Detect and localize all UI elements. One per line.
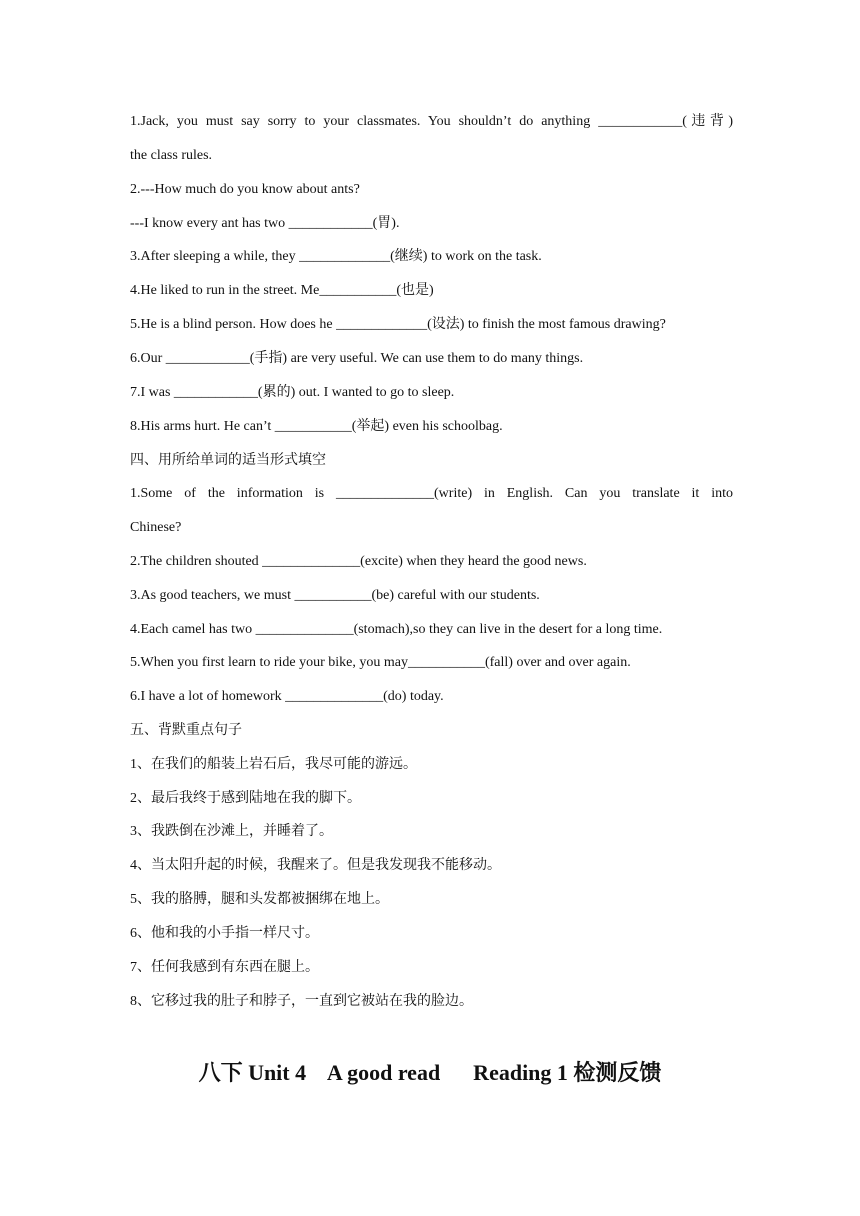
exercise-line-s4-1: 1.Some of the information is ______________(write) in English. Can you translate it into [130, 486, 733, 501]
exercise-line-s3-1: 1.Jack, you must say sorry to your classmates. You shouldn’t do anything ____________(违背) [130, 114, 733, 129]
exercise-line-s4-6: 6.I have a lot of homework ______________(do) today. [130, 689, 444, 704]
exercise-line-s3-6: 6.Our ____________(手指) are very useful. We can use them to do many things. [130, 351, 584, 366]
exercise-line-s3-2: 2.---How much do you know about ants? [130, 182, 360, 197]
exercise-line-s4-5: 5.When you first learn to ride your bike, you may___________(fall) over and over again. [130, 655, 631, 670]
sentence-line-3: 3、我跌倒在沙滩上，并睡着了。 [130, 824, 333, 839]
exercise-line-s4-1-cont: Chinese? [130, 520, 182, 535]
exercise-line-s4-4: 4.Each camel has two ______________(stomach),so they can live in the desert for a long time. [130, 622, 663, 637]
section-heading-5: 五、背默重点句子 [130, 723, 242, 738]
exercise-line-s3-5: 5.He is a blind person. How does he _____________(设法) to finish the most famous drawing? [130, 317, 666, 332]
sentence-line-2: 2、最后我终于感到陆地在我的脚下。 [130, 791, 361, 806]
exercise-line-s3-1-cont: the class rules. [130, 148, 213, 163]
exercise-line-s3-8: 8.His arms hurt. He can’t ___________(举起) even his schoolbag. [130, 419, 503, 434]
sentence-line-4: 4、当太阳升起的时候，我醒来了。但是我发现我不能移动。 [130, 858, 501, 873]
section-heading-4: 四、用所给单词的适当形式填空 [130, 453, 326, 468]
exercise-line-s3-4: 4.He liked to run in the street. Me___________(也是) [130, 283, 434, 298]
sentence-line-5: 5、我的胳膊，腿和头发都被捆绑在地上。 [130, 892, 389, 907]
sentence-line-1: 1、在我们的船装上岩石后，我尽可能的游远。 [130, 757, 417, 772]
sentence-line-8: 8、它移过我的肚子和脖子，一直到它被站在我的脸边。 [130, 994, 473, 1009]
exercise-line-s4-2: 2.The children shouted ______________(excite) when they heard the good news. [130, 554, 587, 569]
exercise-line-s3-2-answer: ---I know every ant has two ____________(胃). [130, 216, 400, 231]
sentence-line-7: 7、任何我感到有东西在腿上。 [130, 960, 319, 975]
exercise-line-s4-3: 3.As good teachers, we must ___________(be) careful with our students. [130, 588, 540, 603]
exercise-line-s3-3: 3.After sleeping a while, they _____________(继续) to work on the task. [130, 249, 542, 264]
exercise-line-s3-7: 7.I was ____________(累的) out. I wanted to go to sleep. [130, 385, 455, 400]
sentence-line-6: 6、他和我的小手指一样尺寸。 [130, 926, 319, 941]
page-title: 八下 Unit 4 A good read Reading 1 检测反馈 [198, 1060, 662, 1085]
